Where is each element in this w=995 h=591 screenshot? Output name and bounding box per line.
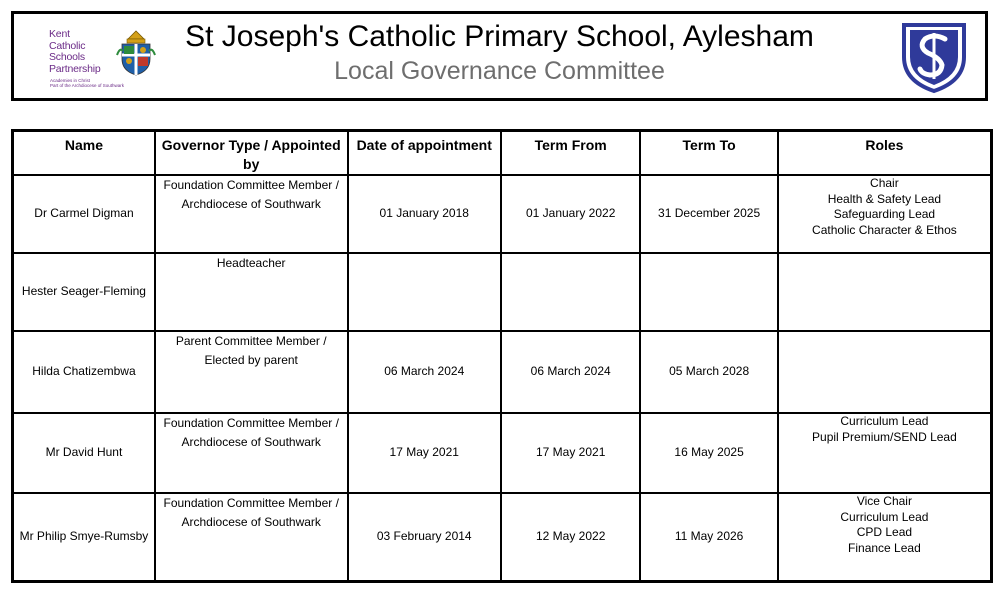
- column-header-roles: Roles: [778, 131, 992, 176]
- cell-roles: [778, 331, 992, 413]
- column-header-term-from: Term From: [501, 131, 640, 176]
- cell-term-from: 01 January 2022: [501, 175, 640, 253]
- cell-roles: Chair Health & Safety Lead Safeguarding Lead Catholic Character & Ethos: [778, 175, 992, 253]
- cell-term-to: 16 May 2025: [640, 413, 777, 493]
- column-header-term-to: Term To: [640, 131, 777, 176]
- cell-roles: Vice Chair Curriculum Lead CPD Lead Finance Lead: [778, 493, 992, 581]
- cell-term-from: 12 May 2022: [501, 493, 640, 581]
- column-header-name: Name: [13, 131, 155, 176]
- table-row: [13, 493, 992, 581]
- table-row: [13, 331, 992, 413]
- cell-name: Mr Philip Smye-Rumsby: [13, 493, 155, 581]
- column-header-governor-type: Governor Type / Appointed by: [155, 131, 348, 176]
- cell-governor-type: Headteacher: [155, 253, 348, 331]
- cell-roles: [778, 253, 992, 331]
- school-shield-icon: [900, 19, 968, 94]
- partner-logo-tagline: Academies in Christ Part of the Archdiocese of Southwark: [50, 78, 125, 88]
- governance-table: [11, 129, 993, 583]
- cell-term-to: [640, 253, 777, 331]
- cell-date-of-appointment: 17 May 2021: [348, 413, 501, 493]
- cell-date-of-appointment: 03 February 2014: [348, 493, 501, 581]
- cell-term-to: 05 March 2028: [640, 331, 777, 413]
- cell-date-of-appointment: 01 January 2018: [348, 175, 501, 253]
- cell-term-from: [501, 253, 640, 331]
- column-header-date-of-appointment: Date of appointment: [348, 131, 501, 176]
- cell-governor-type: Foundation Committee Member / Archdiocese of Southwark: [155, 493, 348, 581]
- page-subtitle: Local Governance Committee: [334, 57, 665, 85]
- cell-name: Hilda Chatizembwa: [13, 331, 155, 413]
- table-header-row: [13, 131, 992, 176]
- cell-roles: Curriculum Lead Pupil Premium/SEND Lead: [778, 413, 992, 493]
- cell-term-from: 17 May 2021: [501, 413, 640, 493]
- cell-term-to: 31 December 2025: [640, 175, 777, 253]
- table-row: [13, 253, 992, 331]
- page-title: St Joseph's Catholic Primary School, Aylesham: [185, 20, 814, 53]
- cell-term-from: 06 March 2024: [501, 331, 640, 413]
- table-row: [13, 413, 992, 493]
- page-header: [11, 11, 988, 101]
- cell-term-to: 11 May 2026: [640, 493, 777, 581]
- cell-governor-type: Foundation Committee Member / Archdiocese of Southwark: [155, 413, 348, 493]
- partner-logo-wordmark: Kent Catholic Schools Partnership: [49, 28, 101, 75]
- cell-name: Dr Carmel Digman: [13, 175, 155, 253]
- cell-name: Hester Seager-Fleming: [13, 253, 155, 331]
- cell-governor-type: Parent Committee Member / Elected by parent: [155, 331, 348, 413]
- table-row: [13, 175, 992, 253]
- cell-governor-type: Foundation Committee Member / Archdiocese of Southwark: [155, 175, 348, 253]
- cell-name: Mr David Hunt: [13, 413, 155, 493]
- cell-date-of-appointment: [348, 253, 501, 331]
- cell-date-of-appointment: 06 March 2024: [348, 331, 501, 413]
